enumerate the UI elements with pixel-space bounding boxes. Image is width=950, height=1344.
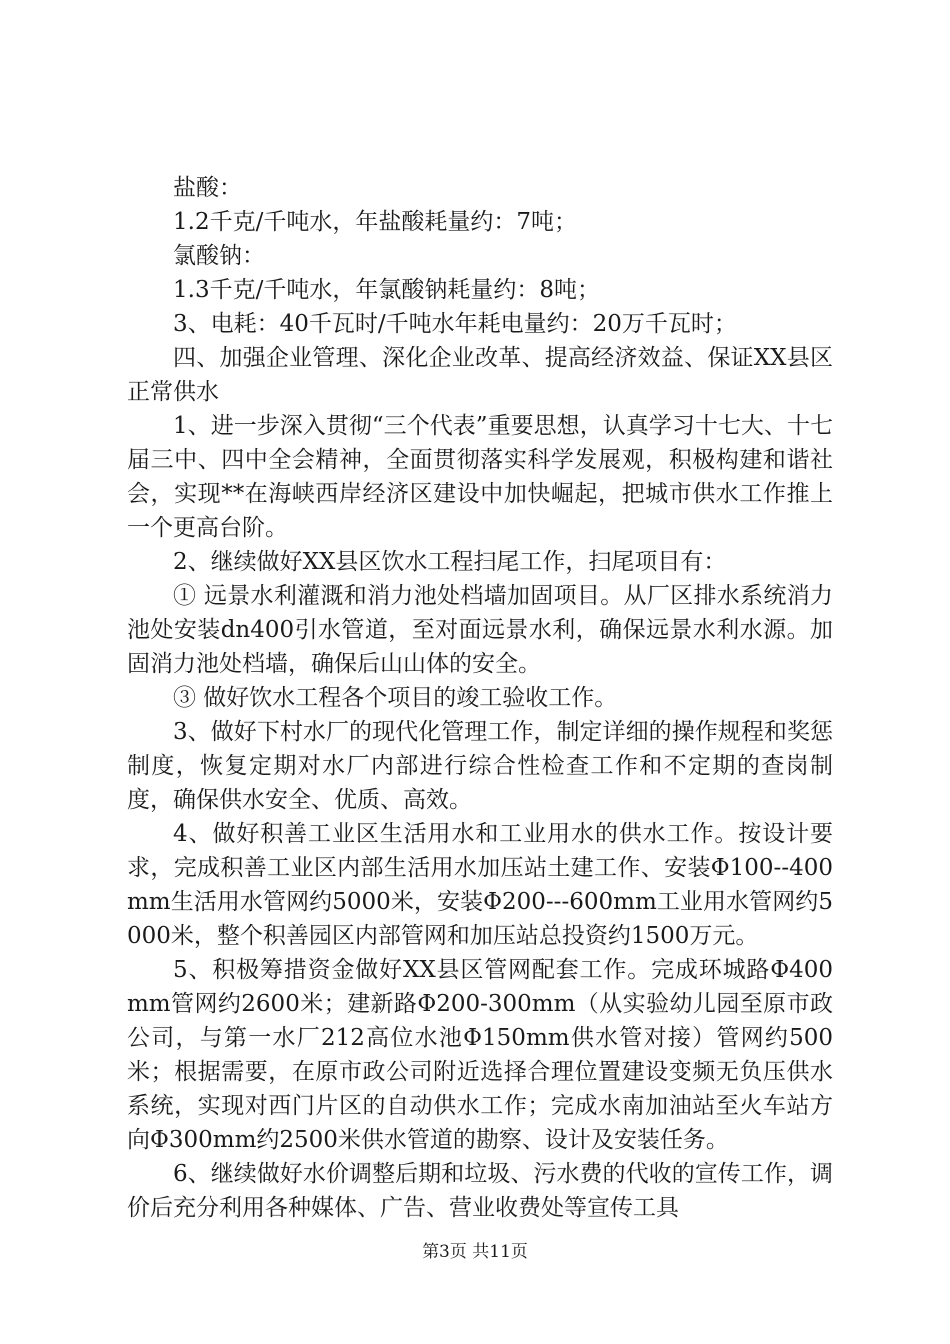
paragraph: 4、做好积善工业区生活用水和工业用水的供水工作。按设计要求，完成积善工业区内部生活用水加压站土建工作、安装Φ100--400mm生活用水管网约5000米，安装Φ200---600mm工业用水管网约5000米，整个积善园区内部管网和加压站总投资约1500万元。 [127,821,833,949]
paragraph: 5、积极筹措资金做好XX县区管网配套工作。完成环城路Φ400mm管网约2600米；建新路Φ200-300mm（从实验幼儿园至原市政公司，与第一水厂212高位水池Φ150mm供水管对接）管网约500米；根据需要，在原市政公司附近选择合理位置建设变频无负压供水系统，实现对西门片区的自动供水工作；完成水南加油站至火车站方向Φ300mm约2500米供水管道的勘察、设计及安装任务。 [127,957,833,1153]
page-footer: 第3页 共11页 [422,1242,528,1262]
paragraph: ③ 做好饮水工程各个项目的竣工验收工作。 [173,685,618,711]
paragraph: 6、继续做好水价调整后期和垃圾、污水费的代收的宣传工作，调价后充分利用各种媒体、广告、营业收费处等宣传工具 [127,1161,833,1221]
paragraph: ① 远景水利灌溉和消力池处档墙加固项目。从厂区排水系统消力池处安装dn400引水管道，至对面远景水利，确保远景水利水源。加固消力池处档墙，确保后山山体的安全。 [127,583,833,677]
document-body [127,171,833,1225]
paragraph: 1、进一步深入贯彻“三个代表”重要思想，认真学习十七大、十七届三中、四中全会精神，全面贯彻落实科学发展观，积极构建和谐社会，实现**在海峡西岸经济区建设中加快崛起，把城市供水工作推上一个更高台阶。 [127,413,833,541]
paragraph: 3、做好下村水厂的现代化管理工作，制定详细的操作规程和奖惩制度，恢复定期对水厂内部进行综合性检查工作和不定期的查岗制度，确保供水安全、优质、高效。 [127,719,833,813]
paragraph: 3、电耗：40千瓦时/千吨水年耗电量约：20万千瓦时； [173,311,737,337]
paragraph: 盐酸： [173,175,242,201]
paragraph: 2、继续做好XX县区饮水工程扫尾工作，扫尾项目有： [173,549,727,575]
paragraph: 氯酸钠： [173,243,265,269]
section-heading: 四、加强企业管理、深化企业改革、提高经济效益、保证XX县区正常供水 [127,345,833,405]
paragraph: 1.2千克/千吨水，年盐酸耗量约：7吨； [173,209,577,235]
paragraph: 1.3千克/千吨水，年氯酸钠耗量约：8吨； [173,277,600,303]
